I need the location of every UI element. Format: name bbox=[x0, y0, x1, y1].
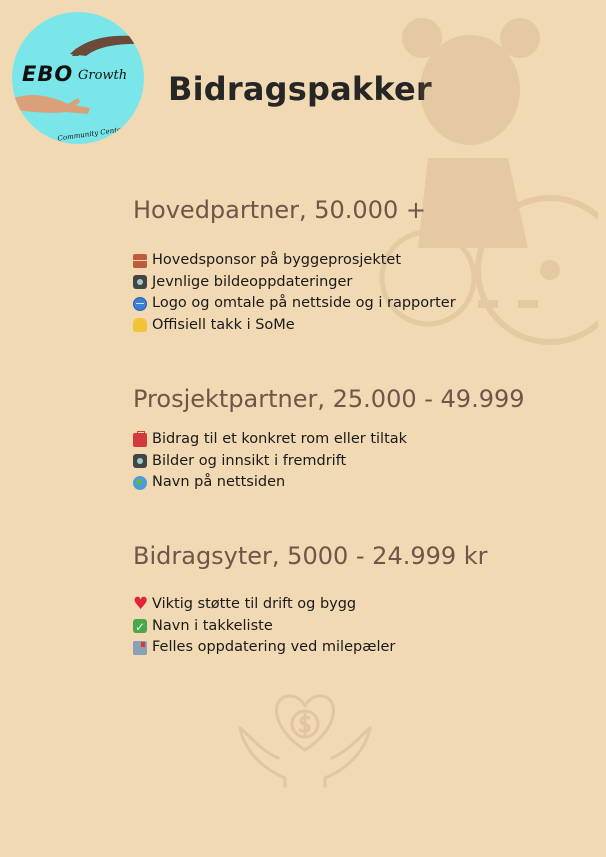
list-item bbox=[133, 616, 488, 638]
package-title: Prosjektpartner, 25.000 - 49.999 bbox=[133, 385, 525, 413]
globe-icon bbox=[133, 297, 147, 311]
check-icon bbox=[133, 619, 147, 633]
camera-icon bbox=[133, 275, 147, 289]
logo-subtitle: Community Center bbox=[57, 125, 125, 143]
benefit-list bbox=[133, 594, 488, 659]
donation-heart-icon bbox=[230, 688, 380, 788]
raised-hands-icon bbox=[133, 318, 147, 332]
list-item-text: Jevnlige bildeoppdateringer bbox=[152, 273, 353, 290]
package-bidragsyter bbox=[133, 542, 488, 659]
list-item-text: Logo og omtale på nettside og i rapporter bbox=[152, 295, 456, 311]
list-item bbox=[133, 429, 525, 451]
page-title: Bidragspakker bbox=[168, 70, 432, 108]
list-item bbox=[133, 594, 488, 616]
list-item-text: Bilder og innsikt i fremdrift bbox=[152, 452, 347, 469]
list-item-text: Navn i takkeliste bbox=[152, 617, 273, 634]
list-item bbox=[133, 472, 525, 494]
list-item-text: Felles oppdatering ved milepæler bbox=[152, 639, 396, 655]
benefit-list bbox=[133, 429, 525, 494]
list-item-text: Bidrag til et konkret rom eller tiltak bbox=[152, 431, 408, 447]
package-prosjektpartner bbox=[133, 385, 525, 494]
package-title: Bidragsyter, 5000 - 24.999 kr bbox=[133, 542, 488, 570]
list-item bbox=[133, 315, 456, 337]
list-item-text: Offisiell takk i SoMe bbox=[152, 316, 295, 333]
logo-brand: EBO bbox=[22, 62, 74, 86]
mailbox-icon bbox=[133, 641, 147, 655]
toolbox-icon bbox=[133, 433, 147, 447]
logo-script: Growth bbox=[78, 68, 128, 83]
list-item-text: Hovedsponsor på byggeprosjektet bbox=[152, 252, 402, 268]
list-item-text: Navn på nettsiden bbox=[152, 474, 286, 490]
camera-icon bbox=[133, 454, 147, 468]
logo bbox=[12, 12, 144, 144]
brick-icon bbox=[133, 254, 147, 268]
list-item bbox=[133, 272, 456, 294]
list-item bbox=[133, 451, 525, 473]
list-item bbox=[133, 293, 456, 315]
heart-icon bbox=[133, 598, 147, 612]
list-item bbox=[133, 637, 488, 659]
package-hovedpartner bbox=[133, 196, 456, 336]
list-item bbox=[133, 250, 456, 272]
list-item-text: Viktig støtte til drift og bygg bbox=[152, 596, 357, 612]
benefit-list bbox=[133, 250, 456, 336]
earth-icon bbox=[133, 476, 147, 490]
package-title: Hovedpartner, 50.000 + bbox=[133, 196, 426, 224]
